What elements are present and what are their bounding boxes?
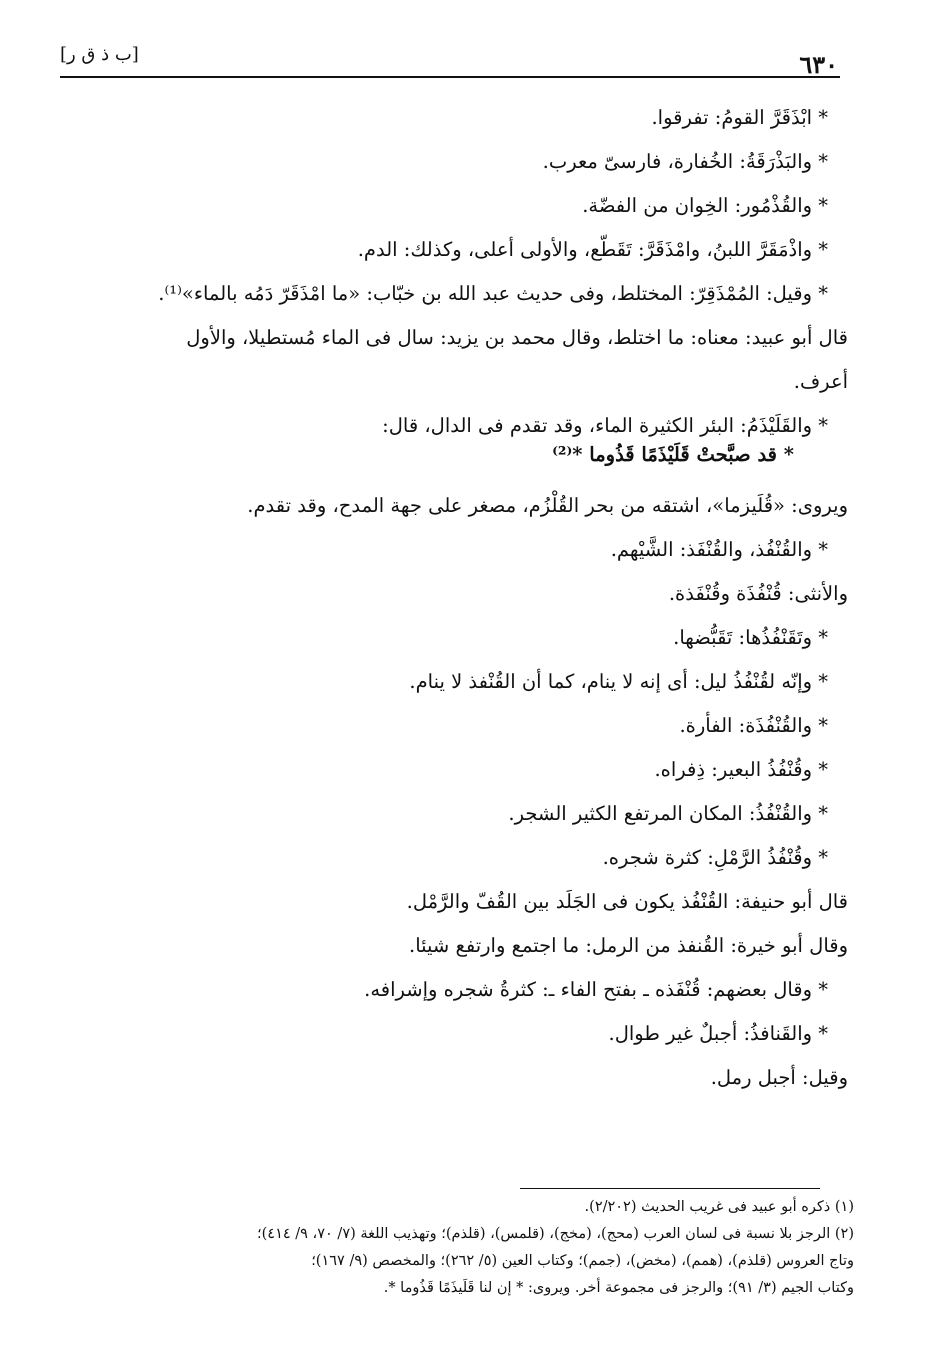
text-line: قال أبو حنيفة: القُنْفُذ يكون فى الجَلَد بين القُفّ والرَّمْل. (406, 890, 848, 913)
text-line: * وقُنْفُذُ الرَّمْلِ: كثرة شجره. (602, 846, 828, 869)
footnote-line: (٢) الرجز بلا نسبة فى لسان العرب (محج)، (مخج)، (قلمس)، (قلذم)؛ وتهذيب اللغة (٧/ ٧٠، ٩/ ٤١٤)؛ (257, 1226, 854, 1242)
text-line: * والقَنافذُ: أجبلٌ غير طوال. (608, 1022, 828, 1045)
text-line: * والقُنْفُذُ: المكان المرتفع الكثير الشجر. (508, 802, 828, 825)
header-rule (60, 76, 840, 78)
text-line: * وتَقَنْفُذُها: تَقَبُّضها. (673, 626, 828, 649)
verse-line: * قد صبَّحتْ قَلَيْذَمًا قَذُوما *⁽²⁾ (552, 443, 794, 466)
footnotes (74, 1194, 854, 1302)
text-line: * والقُنْفُذ، والقُنْفَذ: الشَّيْهم. (610, 538, 828, 561)
text-line: قال أبو عبيد: معناه: ما اختلط، وقال محمد بن يزيد: سال فى الماء مُستطيلا، والأول (186, 326, 848, 349)
text-line: * وقُنْفُذُ البعير: ذِفراه. (654, 758, 828, 781)
text-line: وقيل: أجبل رمل. (710, 1066, 848, 1089)
text-line: * والقَلَيْذَمُ: البئر الكثيرة الماء، وقد تقدم فى الدال، قال: (382, 414, 828, 437)
page-header (60, 36, 876, 79)
text-line: * وقال بعضهم: قُنْفَذه ـ بفتح الفاء ـ: كثرةُ شجره وإشرافه. (364, 978, 828, 1001)
text-line: * ابْذَقَرَّ القومُ: تفرقوا. (651, 106, 828, 129)
footnote-separator (520, 1188, 820, 1189)
main-text (78, 96, 848, 1100)
page-number: ٦٣٠ (799, 50, 838, 79)
text-line: * وإنّه لقُنْفُذُ ليل: أى إنه لا ينام، كما أن القُنْفذ لا ينام. (409, 670, 828, 693)
text-line: * والقُنْفُذَة: الفأرة. (679, 714, 828, 737)
text-line: * وقيل: المُمْذَقِرّ: المختلط، وفى حديث عبد الله بن خبّاب: «ما امْذَقَرّ دَمُه بالماء»⁽¹⁾. (158, 282, 828, 305)
text-line: أعرف. (793, 370, 848, 393)
text-line: * واذْمَقَرَّ اللبنُ، وامْذَقَرَّ: تَقَطّع، والأولى أعلى، وكذلك: الدم. (357, 238, 828, 261)
text-line: والأنثى: قُنْفُذَة وقُنْفَذة. (668, 582, 848, 605)
text-line: وقال أبو خيرة: القُنفذ من الرمل: ما اجتمع وارتفع شيئا. (409, 934, 848, 957)
running-head: [ب ذ ق ر] (60, 44, 139, 65)
text-line: * والقُذْمُور: الخِوان من الفضّة. (582, 194, 828, 217)
text-line: ويروى: «قُلَيزما»، اشتقه من بحر القُلْزُم، مصغر على جهة المدح، وقد تقدم. (247, 494, 848, 517)
footnote-line: وكتاب الجيم (٣/ ٩١)؛ والرجز فى مجموعة أخر. ويروى: * إن لنا قَلَيذَمًا قَذُوما *. (383, 1280, 854, 1296)
text-line: * والبَذْرَقَةُ: الخُفارة، فارسىّ معرب. (542, 150, 828, 173)
footnote-line: (١) ذكره أبو عبيد فى غريب الحديث (٢/٢٠٢). (584, 1199, 854, 1215)
footnote-line: وتاج العروس (قلذم)، (همم)، (مخض)، (جمم)؛ وكتاب العين (٥/ ٢٦٢)؛ والمخصص (٩/ ١٦٧)؛ (311, 1253, 854, 1269)
